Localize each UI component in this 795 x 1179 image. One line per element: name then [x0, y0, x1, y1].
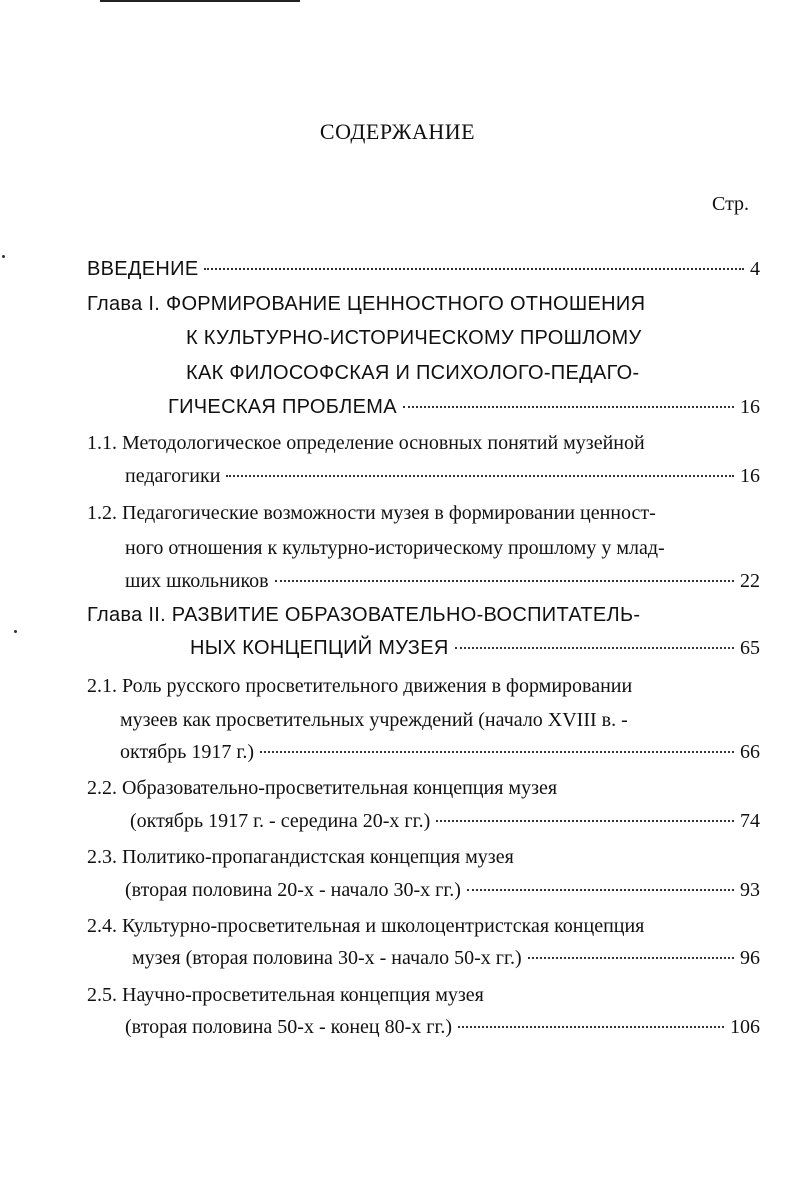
- section-1-2-heading-cont: ного отношения к культурно-историческому прошлому у млад-: [125, 537, 665, 559]
- chapter-2-heading[interactable]: Глава II. РАЗВИТИЕ ОБРАЗОВАТЕЛЬНО-ВОСПИТАТЕЛЬ-: [87, 604, 641, 626]
- toc-entry-section-2-2[interactable]: [130, 810, 760, 836]
- section-2-4-heading[interactable]: 2.4. Культурно-просветительная и школоцентристская концепция: [87, 915, 645, 937]
- section-2-2-heading[interactable]: 2.2. Образовательно-просветительная концепция музея: [87, 777, 558, 799]
- dot-leader: [436, 820, 734, 822]
- section-1-2-heading[interactable]: 1.2. Педагогические возможности музея в формировании ценност-: [87, 502, 656, 524]
- chapter-1-heading-cont: КАК ФИЛОСОФСКАЯ И ПСИХОЛОГО-ПЕДАГО-: [186, 362, 640, 384]
- page-number: 106: [730, 1016, 760, 1038]
- toc-entry-section-1-2[interactable]: [125, 570, 760, 596]
- section-2-3-heading[interactable]: 2.3. Политико-пропагандистская концепция музея: [87, 846, 514, 868]
- page-number: 16: [740, 465, 760, 487]
- toc-entry-label: ших школьников: [125, 570, 269, 592]
- scan-edge-line: [100, 0, 300, 2]
- toc-entry-label: ГИЧЕСКАЯ ПРОБЛЕМА: [168, 396, 397, 418]
- section-2-5-heading[interactable]: 2.5. Научно-просветительная концепция музея: [87, 984, 484, 1006]
- section-1-1-heading[interactable]: 1.1. Методологическое определение основных понятий музейной: [87, 432, 645, 454]
- chapter-1-heading[interactable]: Глава I. ФОРМИРОВАНИЕ ЦЕННОСТНОГО ОТНОШЕНИЯ: [87, 293, 646, 315]
- toc-entry-section-2-5[interactable]: [125, 1016, 760, 1042]
- dot-leader: [260, 751, 734, 753]
- page-title: СОДЕРЖАНИЕ: [319, 119, 476, 144]
- page-column-label: Стр.: [712, 193, 750, 215]
- page-number: 16: [740, 396, 760, 418]
- section-2-1-heading[interactable]: 2.1. Роль русского просветительного движения в формировании: [87, 675, 633, 697]
- toc-entry-section-2-3[interactable]: [125, 879, 760, 905]
- toc-entry-label: (октябрь 1917 г. - середина 20-х гг.): [130, 810, 431, 832]
- page-number: 65: [740, 637, 760, 659]
- toc-entry-section-2-1[interactable]: [120, 741, 760, 767]
- dot-leader: [455, 647, 734, 649]
- toc-entry-chapter-1[interactable]: [168, 396, 760, 422]
- toc-entry-section-2-4[interactable]: [132, 947, 760, 973]
- dot-leader: [204, 268, 744, 270]
- page-number: 22: [740, 570, 760, 592]
- toc-entry-label: октябрь 1917 г.): [120, 741, 255, 763]
- toc-entry-intro[interactable]: [87, 258, 760, 284]
- toc-entry-label: НЫХ КОНЦЕПЦИЙ МУЗЕЯ: [190, 637, 449, 659]
- page-number: 74: [740, 810, 760, 832]
- page-number: 93: [740, 879, 760, 901]
- page-number: 96: [740, 947, 760, 969]
- scan-speck: [14, 630, 17, 633]
- dot-leader: [467, 889, 734, 891]
- page-number: 66: [740, 741, 760, 763]
- chapter-1-heading-cont: К КУЛЬТУРНО-ИСТОРИЧЕСКОМУ ПРОШЛОМУ: [186, 327, 642, 349]
- dot-leader: [458, 1026, 724, 1028]
- toc-entry-label: музея (вторая половина 30-х - начало 50-х гг.): [132, 947, 522, 969]
- toc-entry-label: ВВЕДЕНИЕ: [87, 258, 199, 280]
- toc-entry-label: педагогики: [125, 465, 221, 487]
- toc-entry-chapter-2[interactable]: [190, 637, 760, 663]
- toc-entry-label: (вторая половина 20-х - начало 30-х гг.): [125, 879, 461, 901]
- scan-speck: [2, 255, 5, 258]
- dot-leader: [275, 580, 734, 582]
- dot-leader: [226, 475, 734, 477]
- toc-entry-label: (вторая половина 50-х - конец 80-х гг.): [125, 1016, 453, 1038]
- dot-leader: [403, 406, 734, 408]
- page-number: 4: [750, 258, 760, 280]
- toc-entry-section-1-1[interactable]: [125, 465, 760, 491]
- section-2-1-heading-cont: музеев как просветительных учреждений (начало XVIII в. -: [120, 709, 628, 731]
- dot-leader: [528, 957, 734, 959]
